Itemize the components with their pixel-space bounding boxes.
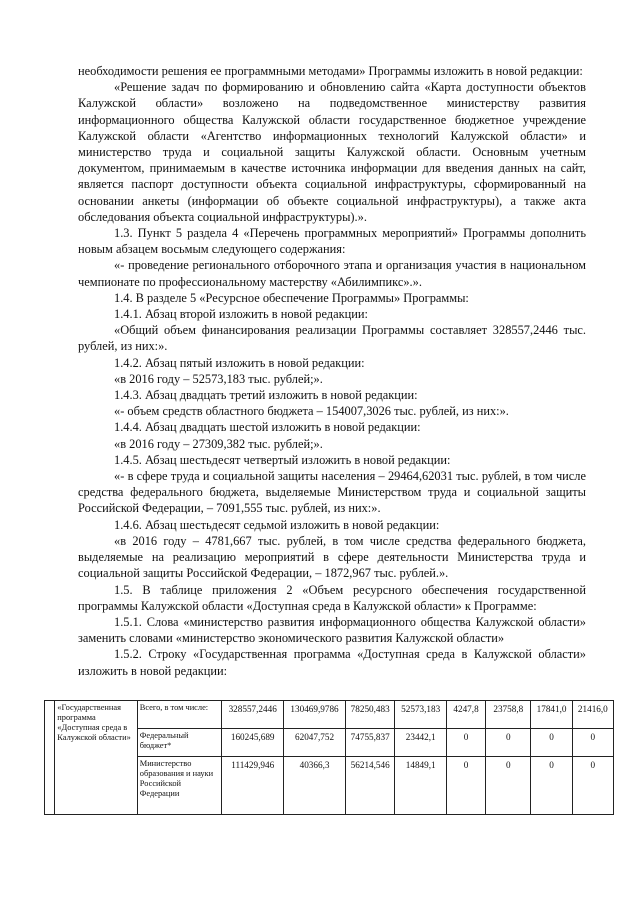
paragraph: 1.5.1. Слова «министерство развития информационного общества Калужской области» заменить словами «министерство экономического развития Калужской области» [78, 614, 586, 646]
value-cell: 62047,752 [284, 729, 346, 757]
paragraph: 1.4. В разделе 5 «Ресурсное обеспечение Программы» Программы: [114, 290, 469, 305]
value-cell: 56214,546 [345, 757, 394, 815]
paragraph: 1.4.3. Абзац двадцать третий изложить в новой редакции: [114, 388, 418, 403]
row-label-cell: Министерство образования и науки Российской Федерации [137, 757, 222, 815]
value-cell: 21416,0 [572, 701, 613, 729]
paragraph: 1.5. В таблице приложения 2 «Объем ресурсного обеспечения государственной программы Калужской области «Доступная среда в Калужской области» к Программе: [78, 582, 586, 613]
value-cell: 0 [531, 729, 572, 757]
value-cell: 52573,183 [395, 701, 447, 729]
value-cell: 160245,689 [222, 729, 284, 757]
value-cell: 111429,946 [222, 757, 284, 815]
value-cell: 328557,2446 [222, 701, 284, 729]
resource-table [44, 700, 614, 815]
paragraph: «Общий объем финансирования реализации Программы составляет 328557,2446 тыс. рублей, из них:». [78, 323, 586, 354]
document-body [78, 63, 586, 679]
value-cell: 74755,837 [345, 729, 394, 757]
value-cell: 0 [572, 757, 613, 815]
paragraph: «в 2016 году – 52573,183 тыс. рублей;». [114, 371, 323, 386]
paragraph: «- проведение регионального отборочного этапа и организация участия в национальном чемпионате по профессиональному мастерству «Абилимпикс».». [78, 258, 586, 289]
value-cell: 14849,1 [395, 757, 447, 815]
value-cell: 23758,8 [486, 701, 531, 729]
value-cell: 130469,9786 [284, 701, 346, 729]
value-cell: 0 [446, 729, 485, 757]
paragraph: «Решение задач по формированию и обновлению сайта «Карта доступности объектов Калужской области» возложено на подведомственное министерству развития информационного общества Калужской области государственное бюджетное учреждение Калужской области «Агентство информационных технологий Калужской области» и министерство труда и социальной защиты Калужской области. Основным учетным документом, принимаемым в качестве источника информации для введения данных на сайт, является паспорт доступности объекта социальной инфраструктуры, сформированный на основании анкеты (информации об объекте социальной инфраструктуры), а также акта обследования объекта социальной инфраструктуры).». [78, 80, 586, 224]
value-cell: 17841,0 [531, 701, 572, 729]
row-label-cell: Федеральный бюджет* [137, 729, 222, 757]
paragraph: необходимости решения ее программными методами» Программы изложить в новой редакции: [78, 64, 583, 78]
paragraph: 1.4.1. Абзац второй изложить в новой редакции: [114, 307, 368, 322]
paragraph: «в 2016 году – 27309,382 тыс. рублей;». [114, 436, 323, 451]
value-cell: 0 [572, 729, 613, 757]
value-cell: 0 [486, 757, 531, 815]
paragraph: 1.4.5. Абзац шестьдесят четвертый изложить в новой редакции: [114, 452, 451, 467]
value-cell: 23442,1 [395, 729, 447, 757]
paragraph: «- в сфере труда и социальной защиты населения – 29464,62031 тыс. рублей, в том числе средства федерального бюджета, выделяемые Министерством труда и социальной защиты Российской Федерации, – 7091,555 тыс. рублей, из них:». [78, 469, 586, 516]
paragraph: «в 2016 году – 4781,667 тыс. рублей, в том числе средства федерального бюджета, выделяемые на реализацию мероприятий в сфере деятельности Министерства труда и социальной защиты Российской Федерации, – 1872,967 тыс. рублей.». [78, 533, 586, 581]
paragraph: 1.3. Пункт 5 раздела 4 «Перечень программных мероприятий» Программы дополнить новым абзацем восьмым следующего содержания: [78, 226, 586, 257]
paragraph: 1.4.4. Абзац двадцать шестой изложить в новой редакции: [114, 420, 421, 435]
value-cell: 0 [486, 729, 531, 757]
value-cell: 0 [446, 757, 485, 815]
program-name-cell: «Государственная программа «Доступная среда в Калужской области» [55, 701, 137, 815]
row-label-cell: Всего, в том числе: [137, 701, 222, 729]
paragraph: «- объем средств областного бюджета – 154007,3026 тыс. рублей, из них:». [114, 404, 509, 419]
paragraph: 1.5.2. Строку «Государственная программа «Доступная среда в Калужской области» изложить в новой редакции: [78, 647, 586, 678]
value-cell: 40366,3 [284, 757, 346, 815]
value-cell: 0 [531, 757, 572, 815]
paragraph: 1.4.2. Абзац пятый изложить в новой редакции: [114, 355, 365, 370]
value-cell: 78250,483 [345, 701, 394, 729]
table-row [45, 701, 614, 729]
paragraph: 1.4.6. Абзац шестьдесят седьмой изложить в новой редакции: [114, 517, 440, 532]
value-cell: 4247,8 [446, 701, 485, 729]
table-cell-blank [45, 701, 55, 815]
